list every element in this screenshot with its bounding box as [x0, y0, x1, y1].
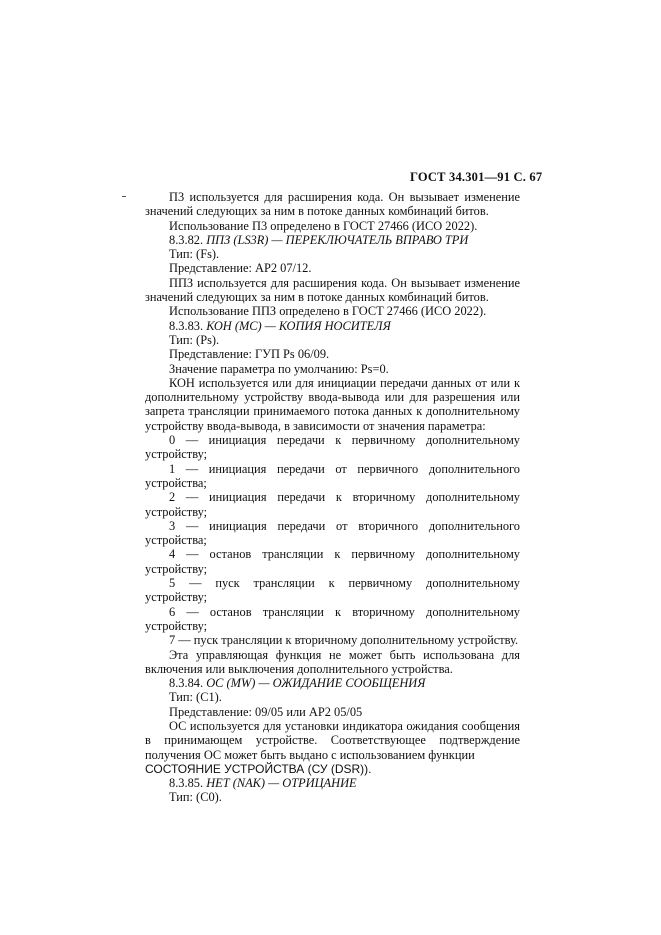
- list-item: 4 — останов трансляции к первичному дополнительному устройству;: [145, 547, 520, 576]
- paragraph: П3 используется для расширения кода. Он вызывает изменение значений следующих за ним в потоке данных комбинаций битов.: [145, 190, 520, 219]
- scan-speck: [122, 196, 126, 197]
- list-item: 6 — останов трансляции к вторичному дополнительному устройству;: [145, 604, 520, 633]
- section-number: 8.3.84.: [169, 676, 204, 691]
- section-number: 8.3.83.: [169, 318, 204, 333]
- list-item: 2 — инициация передачи к вторичному дополнительному устройству;: [145, 490, 520, 519]
- list-item: 3 — инициация передачи от вторичного дополнительного устройства;: [145, 518, 520, 548]
- section-number: 8.3.85.: [169, 776, 204, 791]
- paragraph: Эта управляющая функция не может быть использована для включения или выключения дополнительного устройства.: [145, 647, 520, 676]
- page-header: ГОСТ 34.301—91 С. 67: [410, 170, 543, 184]
- paragraph: Использование П3 определено в ГОСТ 27466 (ИСО 2022).: [169, 218, 478, 233]
- paragraph: Представление: АР2 07/12.: [169, 261, 312, 276]
- section-title: ОС (MW) — ОЖИДАНИЕ СООБЩЕНИЯ: [206, 676, 426, 691]
- paragraph: ППЗ используется для расширения кода. Он вызывает изменение значений следующих за ним в потоке данных комбинаций битов.: [145, 275, 520, 305]
- section-heading: [145, 776, 520, 790]
- document-body: [145, 190, 520, 805]
- section-title: НЕТ (NAK) — ОТРИЦАНИЕ: [206, 776, 357, 791]
- list-item: 7 — пуск трансляции к вторичному дополнительному устройству.: [169, 633, 519, 648]
- section-heading: [145, 319, 520, 333]
- paragraph: Тип: (Fs).: [169, 247, 220, 262]
- paragraph: Тип: (С0).: [169, 790, 222, 805]
- list-item: 0 — инициация передачи к первичному дополнительному устройству;: [145, 433, 520, 462]
- paragraph: ОС используется для установки индикатора ожидания сообщения в принимающем устройстве. Соответствующее подтверждение получения ОС может быть выдано с использованием функции: [145, 718, 520, 762]
- paragraph: Представление: 09/05 или АР2 05/05: [169, 704, 363, 719]
- section-heading: [145, 233, 520, 247]
- paragraph: КОН используется или для инициации передачи данных от или к дополнительному устройству ввода-вывода или для разрешения или запрета трансляции принимаемого потока данных к дополнительному устройству ввода-вывода, в зависимости от значения параметра:: [145, 375, 520, 433]
- section-title: ППЗ (LS3R) — ПЕРЕКЛЮЧАТЕЛЬ ВПРАВО ТРИ: [206, 232, 469, 247]
- paragraph: Тип: (С1).: [169, 690, 222, 705]
- section-title: КОН (МС) — КОПИЯ НОСИТЕЛЯ: [206, 318, 391, 333]
- list-item: 1 — инициация передачи от первичного дополнительного устройства;: [145, 461, 520, 490]
- section-heading: [145, 676, 520, 690]
- paragraph: Значение параметра по умолчанию: Ps=0.: [169, 361, 389, 376]
- list-item: 5 — пуск трансляции к первичному дополнительному устройству;: [145, 576, 520, 605]
- paragraph: Тип: (Ps).: [169, 332, 220, 347]
- section-number: 8.3.82.: [169, 232, 204, 247]
- paragraph: СОСТОЯНИЕ УСТРОЙСТВА (СУ (DSR)).: [145, 761, 372, 776]
- paragraph: Использование ППЗ определено в ГОСТ 27466 (ИСО 2022).: [169, 304, 487, 319]
- paragraph: Представление: ГУП Ps 06/09.: [169, 347, 330, 362]
